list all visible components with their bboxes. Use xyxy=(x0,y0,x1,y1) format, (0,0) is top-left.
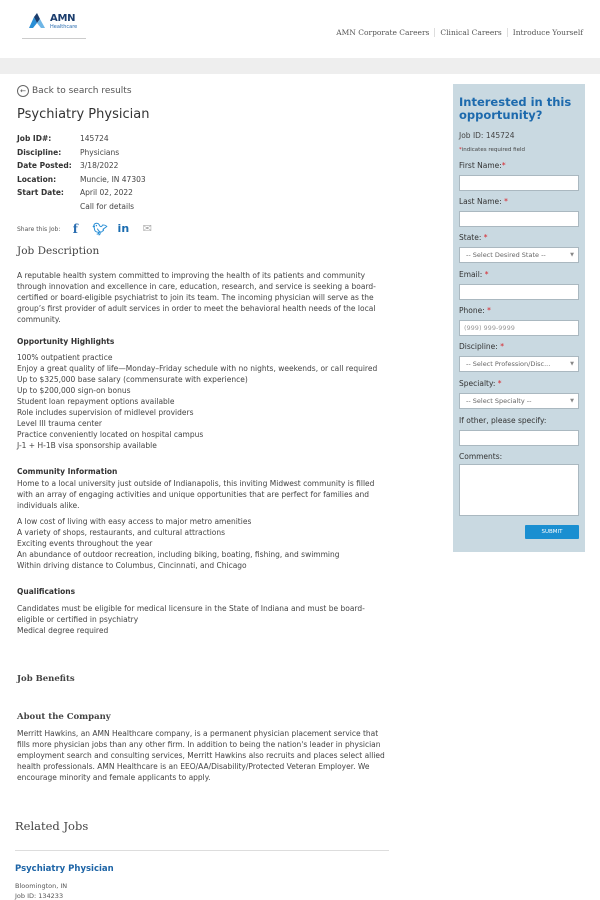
required-note-text: indicates required field xyxy=(461,147,525,153)
comments-label: Comments: xyxy=(459,452,503,461)
twitter-icon[interactable]: 🐦︎ xyxy=(92,222,108,236)
meta-label: Location: xyxy=(17,174,57,184)
related-job-title-link[interactable]: Psychiatry Physician xyxy=(15,864,114,874)
meta-value: 3/18/2022 xyxy=(80,161,119,170)
back-to-search-link[interactable] xyxy=(17,85,132,97)
meta-value: Physicians xyxy=(80,147,120,157)
share-bar xyxy=(17,222,154,236)
share-label: Share this Job: xyxy=(17,225,61,233)
logo-divider xyxy=(22,38,86,39)
chevron-down-icon: ▼ xyxy=(570,361,574,367)
list-item: Up to $200,000 sign-on bonus xyxy=(17,386,131,395)
highlights-heading: Opportunity Highlights xyxy=(17,337,115,346)
list-item: Practice conveniently located on hospital campus xyxy=(17,430,204,439)
community-heading: Community Information xyxy=(17,467,118,476)
meta-value: 145724 xyxy=(80,134,109,143)
form-job-id: Job ID: 145724 xyxy=(459,131,515,140)
job-meta xyxy=(17,134,146,215)
phone-label: Phone: * xyxy=(459,306,491,315)
meta-row-call-details xyxy=(17,202,146,216)
list-item: A variety of shops, restaurants, and cultural attractions xyxy=(17,528,226,537)
meta-value: Call for details xyxy=(80,201,135,211)
submit-button[interactable]: SUBMIT xyxy=(525,525,579,539)
state-select-value: -- Select Desired State -- xyxy=(466,251,546,259)
state-label: State: * xyxy=(459,233,488,242)
form-heading: Interested in this opportunity? xyxy=(459,95,572,122)
list-item: 100% outpatient practice xyxy=(17,353,113,362)
meta-row-date-posted xyxy=(17,161,146,175)
email-field[interactable] xyxy=(459,284,579,300)
list-item: Enjoy a great quality of life—Monday–Friday schedule with no nights, weekends, or call required xyxy=(17,364,378,373)
list-item: A low cost of living with easy access to major metro amenities xyxy=(17,517,252,526)
list-item: An abundance of outdoor recreation, including biking, boating, fishing, and swimming xyxy=(17,550,340,559)
email-label-text: Email: xyxy=(459,270,483,279)
last-name-field[interactable] xyxy=(459,211,579,227)
list-item: Within driving distance to Columbus, Cincinnati, and Chicago xyxy=(17,561,247,570)
last-name-label: Last Name: * xyxy=(459,197,508,206)
amn-logo-mark-icon xyxy=(28,13,46,29)
qualifications-heading: Qualifications xyxy=(17,587,76,596)
state-label-text: State: xyxy=(459,233,482,242)
chevron-down-icon: ▼ xyxy=(570,398,574,404)
logo-subtitle: Healthcare xyxy=(50,24,78,30)
related-job-location: Bloomington, IN xyxy=(15,882,68,890)
nav-clinical-careers[interactable]: Clinical Careers xyxy=(434,28,506,37)
other-specify-field[interactable] xyxy=(459,430,579,446)
list-item: Student loan repayment options available xyxy=(17,397,175,406)
list-item: Exciting events throughout the year xyxy=(17,539,153,548)
meta-row-start-date xyxy=(17,188,146,202)
list-item: Role includes supervision of midlevel providers xyxy=(17,408,194,417)
list-item: Level III trauma center xyxy=(17,419,102,428)
top-nav xyxy=(331,28,588,37)
linkedin-icon[interactable]: in xyxy=(117,222,130,235)
apply-form xyxy=(453,84,585,552)
facebook-icon[interactable]: f xyxy=(72,222,78,236)
back-link-label: Back to search results xyxy=(32,86,132,96)
other-specify-label: If other, please specify: xyxy=(459,416,547,425)
specialty-label: Specialty: * xyxy=(459,379,502,388)
meta-value: April 02, 2022 xyxy=(80,188,133,197)
phone-placeholder: (999) 999-9999 xyxy=(464,324,515,332)
logo-wordmark: AMN xyxy=(50,13,76,24)
first-name-field[interactable] xyxy=(459,175,579,191)
specialty-select-value: -- Select Specialty -- xyxy=(466,397,532,405)
list-item: J-1 + H-1B visa sponsorship available xyxy=(17,441,157,450)
community-text: Home to a local university just outside of Indianapolis, this inviting Midwest community is filled with an array of engaging activities and unique opportunities that are perfect for families and individuals alike. xyxy=(17,479,375,510)
meta-row-job-id xyxy=(17,134,146,148)
highlights-list xyxy=(17,352,389,451)
discipline-select[interactable] xyxy=(459,356,579,372)
job-benefits-heading: Job Benefits xyxy=(17,674,75,684)
back-arrow-icon: ← xyxy=(17,85,29,97)
related-job-id: Job ID: 134233 xyxy=(15,892,64,900)
chevron-down-icon: ▼ xyxy=(570,252,574,258)
about-company-text: Merritt Hawkins, an AMN Healthcare company, is a permanent physician placement service that fills more physician jobs than any other firm. In addition to being the nation's leader in physician employment search and consulting services, Merritt Hawkins also recruits and places select allied health professionals. AMN Healthcare is an EEO/AA/Disability/Protected Veteran Employer. We encourage minority and female applicants to apply. xyxy=(17,729,385,782)
meta-label: Job ID#: xyxy=(17,134,52,143)
amn-logo[interactable] xyxy=(22,10,86,56)
discipline-select-value: -- Select Profession/Disc... xyxy=(466,360,551,368)
related-jobs-heading: Related Jobs xyxy=(15,819,89,833)
meta-label xyxy=(17,202,80,216)
email-icon[interactable]: ✉ xyxy=(142,222,152,235)
meta-value: Muncie, IN 47303 xyxy=(80,174,146,184)
specialty-select[interactable] xyxy=(459,393,579,409)
about-company-heading: About the Company xyxy=(17,712,111,722)
meta-label: Discipline: xyxy=(17,147,62,157)
specialty-label-text: Specialty: xyxy=(459,379,496,388)
phone-label-text: Phone: xyxy=(459,306,485,315)
nav-corporate-careers[interactable]: AMN Corporate Careers xyxy=(336,28,430,37)
state-select[interactable] xyxy=(459,247,579,263)
meta-label: Date Posted: xyxy=(17,161,72,170)
email-label: Email: * xyxy=(459,270,489,279)
first-name-label-text: First Name: xyxy=(459,161,502,170)
phone-field[interactable] xyxy=(459,320,579,336)
discipline-label-text: Discipline: xyxy=(459,342,498,351)
meta-row-discipline xyxy=(17,148,146,162)
comments-field[interactable] xyxy=(459,464,579,516)
job-title: Psychiatry Physician xyxy=(17,107,150,122)
list-item: Up to $325,000 base salary (commensurate with experience) xyxy=(17,375,248,384)
required-note: *indicates required field xyxy=(459,147,525,153)
meta-label: Start Date: xyxy=(17,188,64,197)
community-list xyxy=(17,516,389,571)
nav-introduce-yourself[interactable]: Introduce Yourself xyxy=(507,28,588,37)
discipline-label: Discipline: * xyxy=(459,342,504,351)
site-header xyxy=(0,0,600,58)
last-name-label-text: Last Name: xyxy=(459,197,502,206)
header-band xyxy=(0,58,600,74)
job-description-heading: Job Description xyxy=(17,245,100,257)
meta-row-location xyxy=(17,175,146,189)
first-name-label: First Name:* xyxy=(459,161,506,170)
job-description-intro: A reputable health system committed to improving the health of its patients and community through innovation and excellence in care, education, research, and service is seeking a board-certified or board-eligible psychiatrist to join its team. The incoming physician will serve as the group’s first provider of adult services in order to meet the behavioral health needs of the local community. xyxy=(17,271,376,324)
qualifications-text: Candidates must be eligible for medical licensure in the State of Indiana and must be board-eligible or certified in psychiatry xyxy=(17,604,365,624)
qualifications-text-2: Medical degree required xyxy=(17,626,109,635)
related-divider xyxy=(15,850,389,851)
